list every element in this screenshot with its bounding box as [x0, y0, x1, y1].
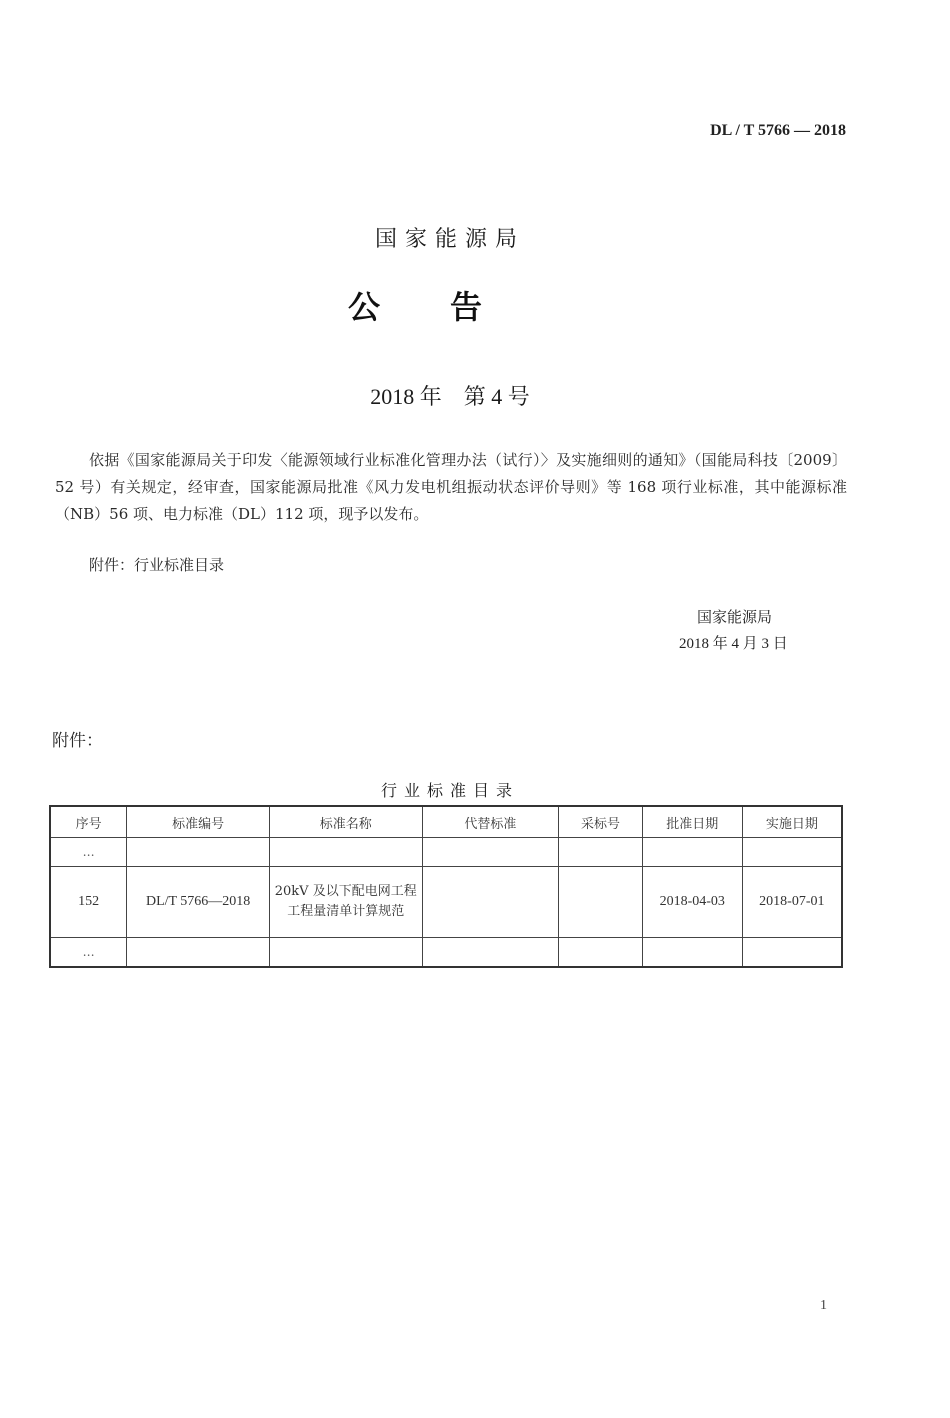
row-effective	[742, 838, 842, 867]
catalog-table-title: 行业标准目录	[380, 781, 519, 800]
column-header: 标准名称	[269, 806, 422, 838]
row-name	[269, 838, 422, 867]
standard-code: DL / T 5766 — 2018	[710, 122, 846, 139]
row-replaces	[422, 938, 559, 968]
column-header: 实施日期	[742, 806, 842, 838]
signature-organization: 国家能源局	[697, 608, 773, 626]
row-approved	[642, 838, 742, 867]
signature-date: 2018 年 4 月 3 日	[679, 636, 788, 652]
row-name: 20kV 及以下配电网工程工程量清单计算规范	[269, 867, 422, 938]
column-header: 批准日期	[642, 806, 742, 838]
issuing-agency-title: 国家能源局	[374, 227, 525, 252]
row-seq: 152	[50, 867, 127, 938]
column-header: 代替标准	[422, 806, 559, 838]
row-replaces	[422, 838, 559, 867]
announcement-title: 公告	[347, 288, 552, 326]
row-name	[269, 938, 422, 968]
row-effective	[742, 938, 842, 968]
row-seq: …	[50, 938, 127, 968]
row-adopt	[559, 838, 643, 867]
column-header: 标准编号	[127, 806, 270, 838]
attachment-heading: 附件：	[52, 731, 103, 751]
row-seq: …	[50, 838, 127, 867]
attachment-reference: 附件：行业标准目录	[89, 556, 225, 574]
standards-catalog-table	[49, 805, 843, 968]
table-row	[50, 838, 842, 867]
row-code: DL/T 5766—2018	[127, 867, 270, 938]
issue-year: 2018 年	[370, 384, 442, 409]
row-effective: 2018-07-01	[742, 867, 842, 938]
row-code	[127, 838, 270, 867]
page-number: 1	[820, 1298, 827, 1313]
row-adopt	[559, 867, 643, 938]
row-approved: 2018-04-03	[642, 867, 742, 938]
row-code	[127, 938, 270, 968]
announcement-body: 依据《国家能源局关于印发〈能源领域行业标准化管理办法（试行）〉及实施细则的通知》（国能局科技〔2009〕52 号）有关规定，经审查，国家能源局批准《风力发电机组振动状态评价导则》等 168 项行业标准，其中能源标准（NB）56 项、电力标准（DL）112 项，现予以发布。	[55, 451, 847, 523]
column-header: 采标号	[559, 806, 643, 838]
row-approved	[642, 938, 742, 968]
row-adopt	[559, 938, 643, 968]
issue-number: 第 4 号	[463, 384, 530, 409]
table-row	[50, 867, 842, 938]
table-row	[50, 938, 842, 968]
column-header: 序号	[50, 806, 127, 838]
table-header-row	[50, 806, 842, 838]
issue-number-line	[0, 380, 900, 411]
row-replaces	[422, 867, 559, 938]
